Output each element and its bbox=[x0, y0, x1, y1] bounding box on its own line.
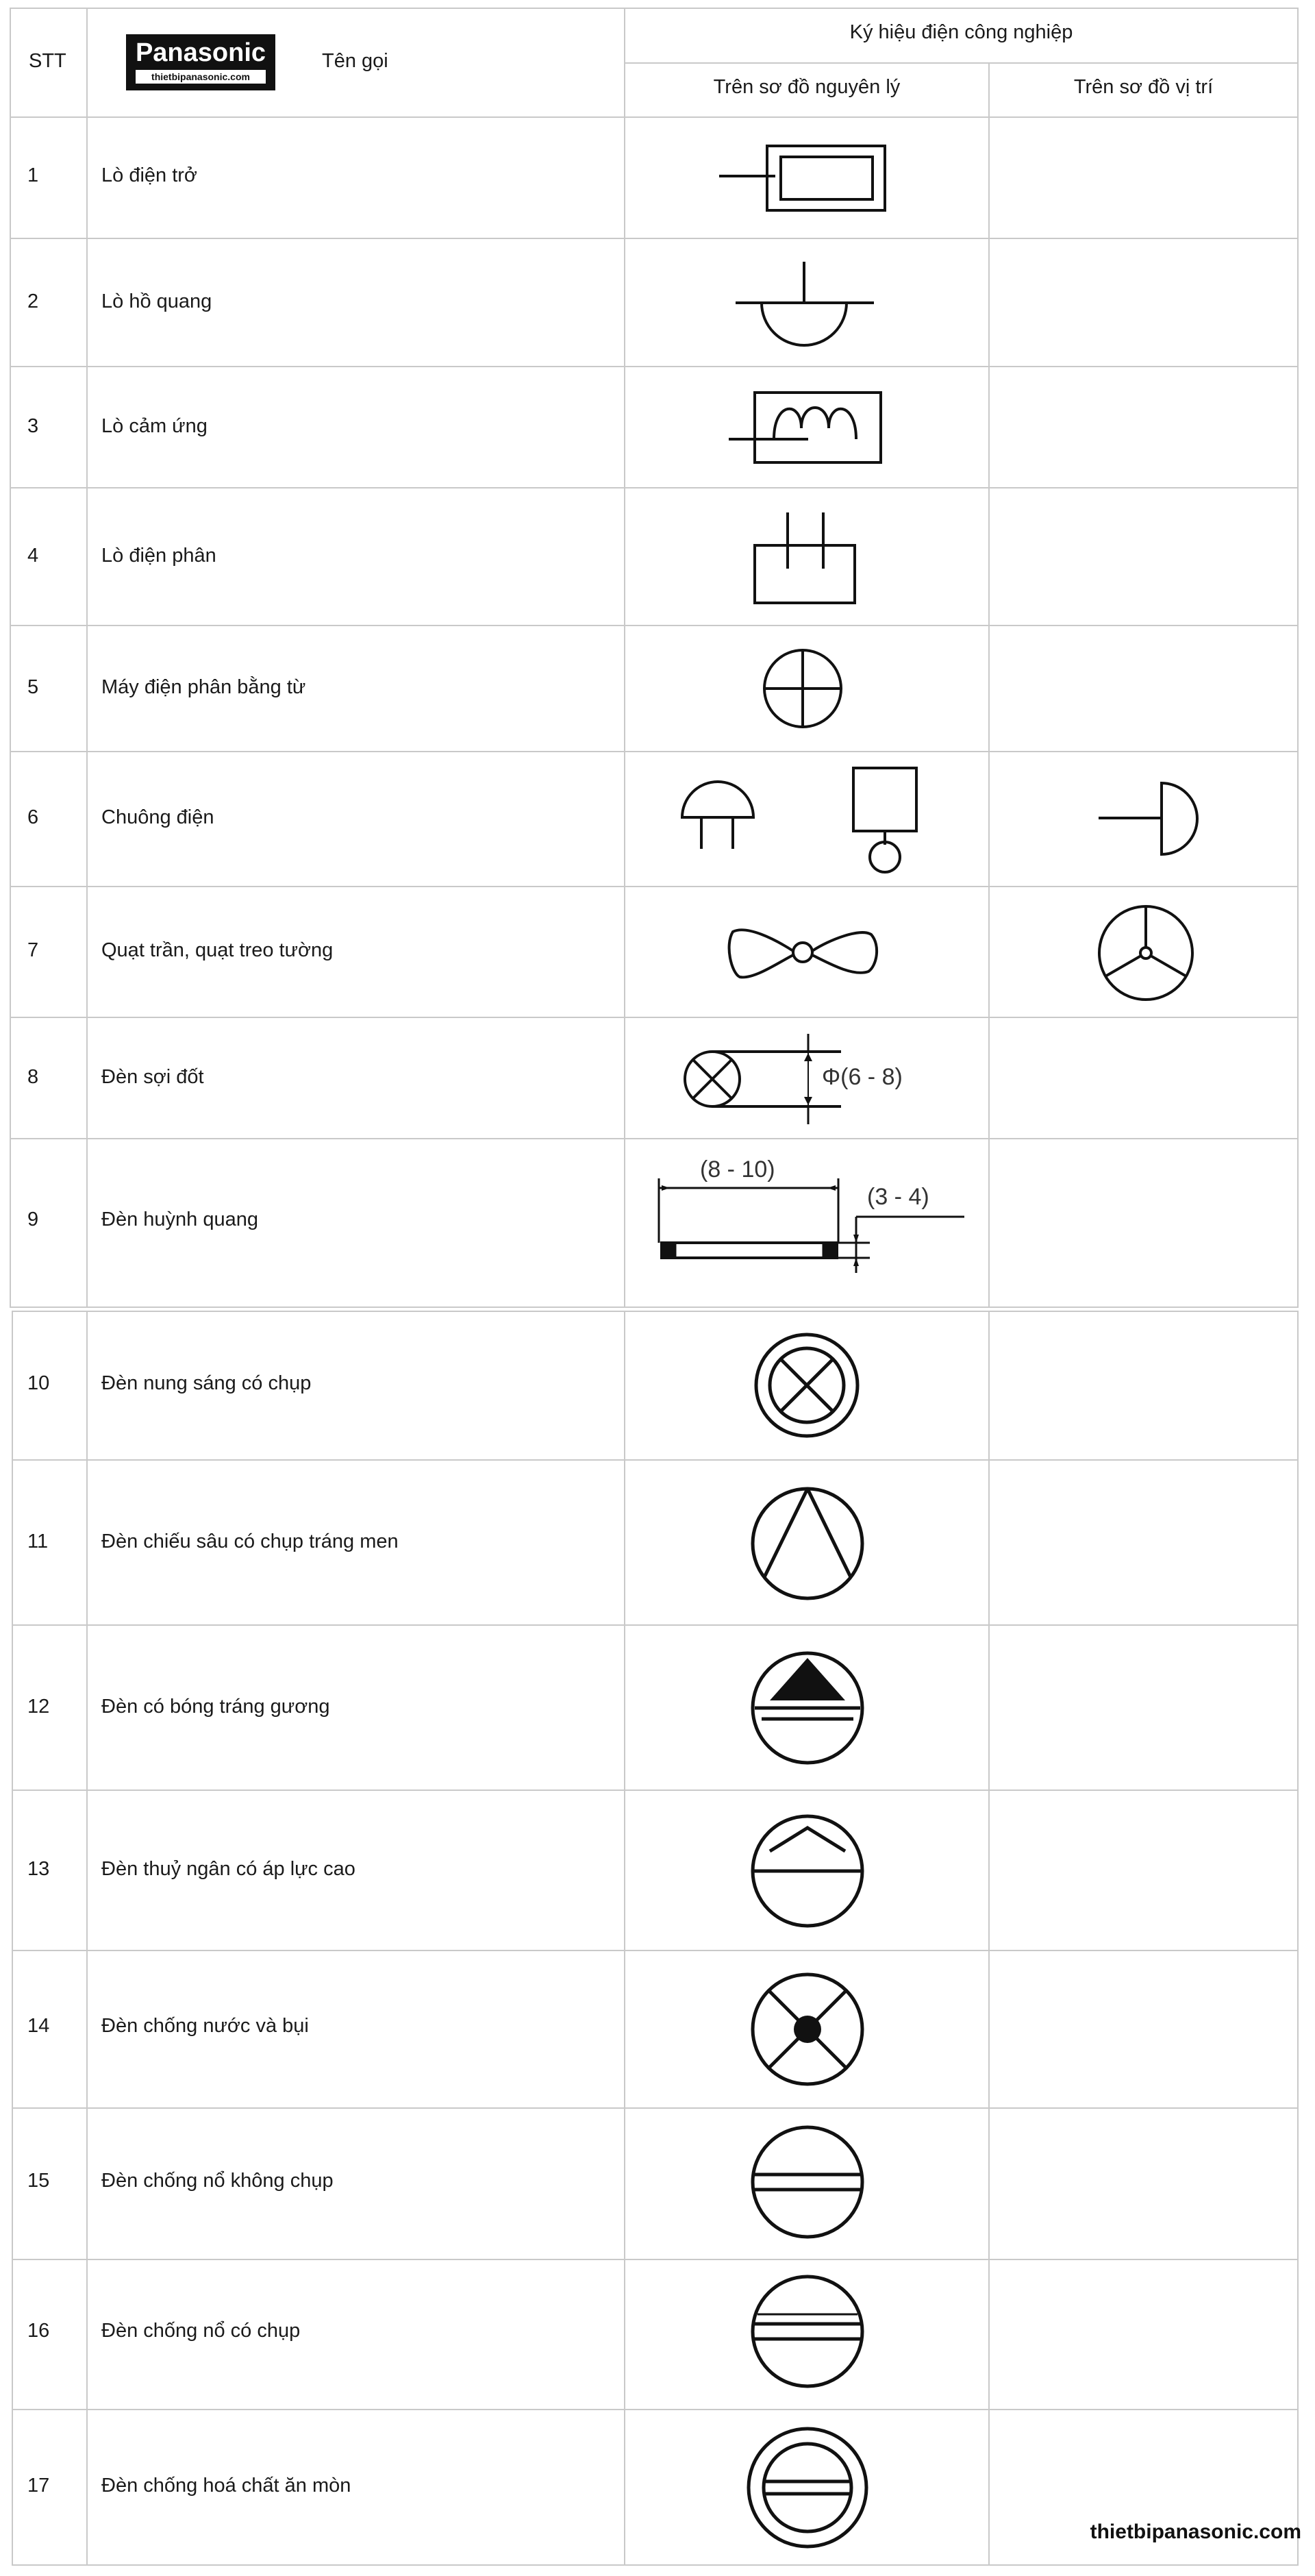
magnetic-electrolyzer-icon bbox=[762, 647, 844, 730]
waterproof-lamp-icon bbox=[749, 1971, 866, 2088]
header-group-title: Ký hiệu điện công nghiệp bbox=[849, 21, 1073, 43]
row-name: Chuông điện bbox=[101, 806, 214, 828]
panasonic-logo bbox=[126, 34, 275, 90]
row-stt: 9 bbox=[27, 1209, 39, 1230]
row-stt: 10 bbox=[27, 1372, 50, 1394]
explosion-proof-covered-lamp-icon bbox=[749, 2273, 866, 2390]
row-name: Đèn sợi đốt bbox=[101, 1066, 204, 1088]
row-name: Đèn nung sáng có chụp bbox=[101, 1372, 312, 1394]
row-stt: 1 bbox=[27, 164, 39, 186]
mercury-lamp-icon bbox=[749, 1813, 866, 1929]
row-stt: 2 bbox=[27, 290, 39, 312]
row-stt: 11 bbox=[27, 1531, 49, 1552]
row-name: Đèn thuỷ ngân có áp lực cao bbox=[101, 1858, 355, 1880]
header-stt: STT bbox=[29, 50, 66, 72]
row-name: Đèn chống nổ không chụp bbox=[101, 2170, 334, 2192]
row-name: Quạt trần, quạt treo tường bbox=[101, 939, 334, 961]
row-stt: 13 bbox=[27, 1858, 50, 1880]
logo-site: thietbipanasonic.com bbox=[136, 70, 266, 84]
incandescent-lamp-icon bbox=[678, 1031, 938, 1127]
row-name: Lò điện trở bbox=[101, 164, 197, 186]
row-stt: 14 bbox=[27, 2015, 50, 2037]
header-principle: Trên sơ đồ nguyên lý bbox=[713, 76, 901, 98]
fan-position-icon bbox=[1096, 903, 1196, 1003]
row-stt: 3 bbox=[27, 415, 39, 437]
electric-bell-icon bbox=[678, 764, 931, 874]
dim-width-label: (3 - 4) bbox=[867, 1184, 929, 1210]
row-name: Máy điện phân bằng từ bbox=[101, 676, 306, 698]
row-name: Lò điện phân bbox=[101, 545, 216, 567]
row-name: Đèn chống nổ có chụp bbox=[101, 2320, 301, 2342]
row-stt: 12 bbox=[27, 1696, 50, 1718]
row-stt: 16 bbox=[27, 2320, 50, 2342]
deep-lamp-icon bbox=[749, 1485, 866, 1602]
header-position: Trên sơ đồ vị trí bbox=[1073, 76, 1214, 98]
row-name: Đèn có bóng tráng gương bbox=[101, 1696, 330, 1718]
mirror-lamp-icon bbox=[749, 1650, 866, 1766]
dim-length-label: (8 - 10) bbox=[700, 1156, 775, 1182]
row-stt: 17 bbox=[27, 2475, 50, 2497]
fluorescent-lamp-icon bbox=[637, 1158, 966, 1274]
watermark: thietbipanasonic.com bbox=[1090, 2521, 1301, 2543]
row-stt: 4 bbox=[27, 545, 39, 567]
induction-furnace-icon bbox=[726, 387, 890, 469]
row-stt: 7 bbox=[27, 939, 39, 961]
row-stt: 15 bbox=[27, 2170, 50, 2192]
row-name: Lò hồ quang bbox=[101, 290, 212, 312]
arc-furnace-icon bbox=[730, 259, 881, 348]
row-name: Đèn chống hoá chất ăn mòn bbox=[101, 2475, 351, 2497]
explosion-proof-lamp-icon bbox=[749, 2124, 866, 2240]
row-name: Đèn huỳnh quang bbox=[101, 1209, 258, 1230]
dim-label: Φ(6 - 8) bbox=[822, 1064, 903, 1090]
resistance-furnace-icon bbox=[712, 140, 897, 216]
row-name: Đèn chiếu sâu có chụp tráng men bbox=[101, 1531, 399, 1552]
electrolytic-furnace-icon bbox=[747, 507, 863, 610]
row-name: Lò cảm ứng bbox=[101, 415, 208, 437]
corrosion-proof-lamp-icon bbox=[745, 2425, 870, 2550]
bell-position-icon bbox=[1096, 778, 1205, 860]
row-stt: 5 bbox=[27, 676, 39, 698]
header-name: Tên gọi bbox=[322, 50, 388, 72]
row-name: Đèn chống nước và bụi bbox=[101, 2015, 309, 2037]
fan-icon bbox=[726, 918, 884, 987]
row-stt: 6 bbox=[27, 806, 39, 828]
logo-brand: Panasonic bbox=[135, 38, 266, 67]
row-stt: 8 bbox=[27, 1066, 39, 1088]
covered-lamp-icon bbox=[752, 1330, 862, 1440]
